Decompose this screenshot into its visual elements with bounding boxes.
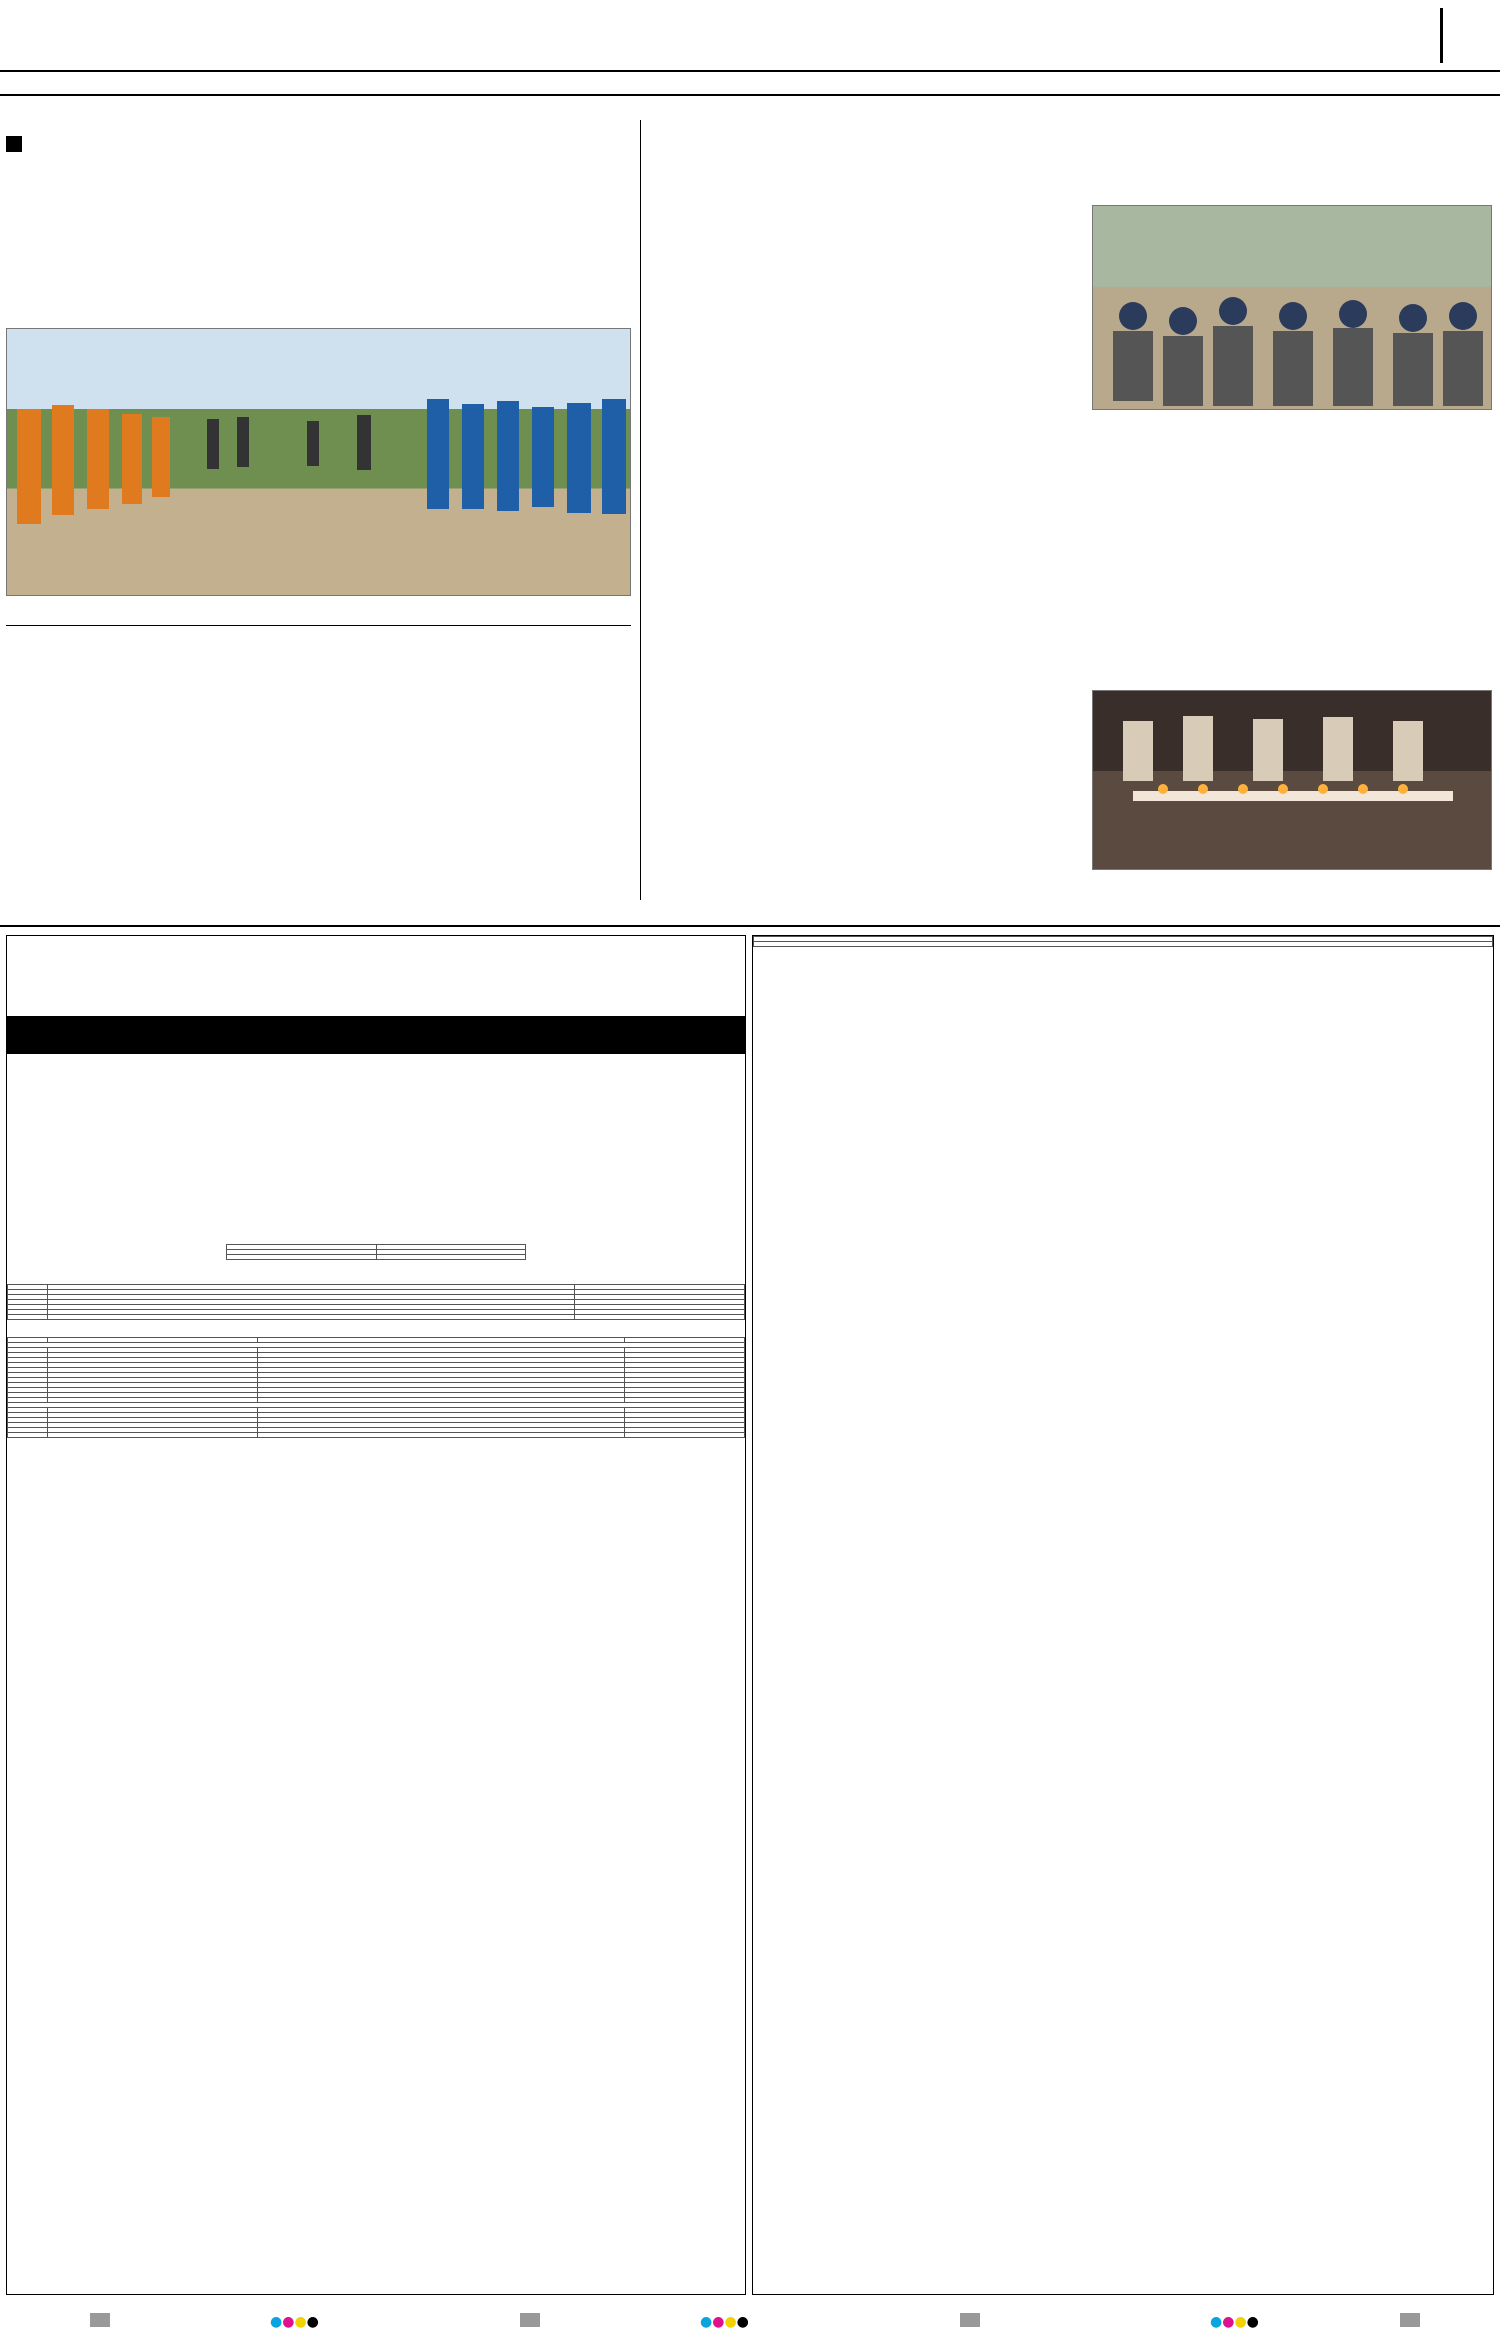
cricket-kicker bbox=[6, 130, 28, 158]
msp-grade-a-rate bbox=[376, 1255, 526, 1260]
table-row bbox=[8, 1315, 745, 1320]
vigil-photo bbox=[1092, 690, 1492, 870]
kamakhya-block-title bbox=[754, 942, 1493, 947]
table-cell bbox=[625, 1433, 745, 1438]
dharna-crowd-illustration bbox=[1093, 206, 1492, 410]
cricket-caption-rule bbox=[6, 625, 631, 626]
cricket-col-1 bbox=[6, 640, 206, 895]
ad-title bbox=[7, 936, 745, 992]
security-body bbox=[652, 232, 857, 582]
cmyk-dots: ●●●● bbox=[1210, 2314, 1259, 2330]
ad-notes bbox=[753, 947, 1493, 961]
msp-caption bbox=[7, 1224, 745, 1242]
cricket-col-2 bbox=[216, 640, 416, 895]
cmyk-dots: ●●●● bbox=[270, 2314, 319, 2330]
cricket-players-illustration bbox=[7, 329, 631, 596]
msp-grade-a bbox=[227, 1255, 377, 1260]
faq-note bbox=[7, 1320, 745, 1337]
table-cell bbox=[575, 1315, 745, 1320]
table-cell bbox=[258, 1433, 625, 1438]
cricket-photo bbox=[6, 328, 631, 596]
cmyk-dots: ●●●● bbox=[700, 2314, 749, 2330]
reg-mark-gray bbox=[520, 2313, 540, 2327]
reg-mark-gray bbox=[960, 2313, 980, 2327]
ad-right-panel bbox=[752, 935, 1494, 2295]
centers-table-left bbox=[7, 1337, 745, 1438]
msp-table bbox=[226, 1244, 526, 1260]
page-number-divider bbox=[1440, 8, 1443, 63]
cricket-col-3 bbox=[426, 640, 631, 895]
dharna-photo bbox=[1092, 205, 1492, 410]
edition-dateline bbox=[0, 72, 1500, 78]
ad-top-rule bbox=[0, 925, 1500, 927]
msp-table-wrap bbox=[226, 1244, 526, 1260]
ad-intro bbox=[7, 1054, 745, 1224]
registration-marks bbox=[0, 2310, 1500, 2330]
table-cell bbox=[8, 1433, 48, 1438]
dateline-bar bbox=[0, 70, 1500, 96]
faq-table bbox=[7, 1284, 745, 1320]
table-row bbox=[227, 1255, 526, 1260]
dharna-body-2 bbox=[1092, 435, 1492, 580]
dharna-body bbox=[866, 225, 1084, 580]
reg-mark-gray bbox=[90, 2313, 110, 2327]
ad-banner bbox=[7, 1016, 745, 1054]
table-cell bbox=[48, 1315, 575, 1320]
vigil-body bbox=[652, 712, 1087, 897]
vigil-lamps-illustration bbox=[1093, 691, 1492, 870]
ad-left-panel bbox=[6, 935, 746, 2295]
faq-title bbox=[7, 1264, 745, 1284]
ad-number-row bbox=[7, 992, 745, 1016]
kicker-square-icon bbox=[6, 136, 22, 152]
table-cell bbox=[48, 1433, 258, 1438]
table-cell bbox=[8, 1315, 48, 1320]
reg-mark-gray bbox=[1400, 2313, 1420, 2327]
centers-table-right bbox=[753, 936, 1493, 947]
table-row bbox=[8, 1433, 745, 1438]
column-divider bbox=[640, 120, 641, 900]
